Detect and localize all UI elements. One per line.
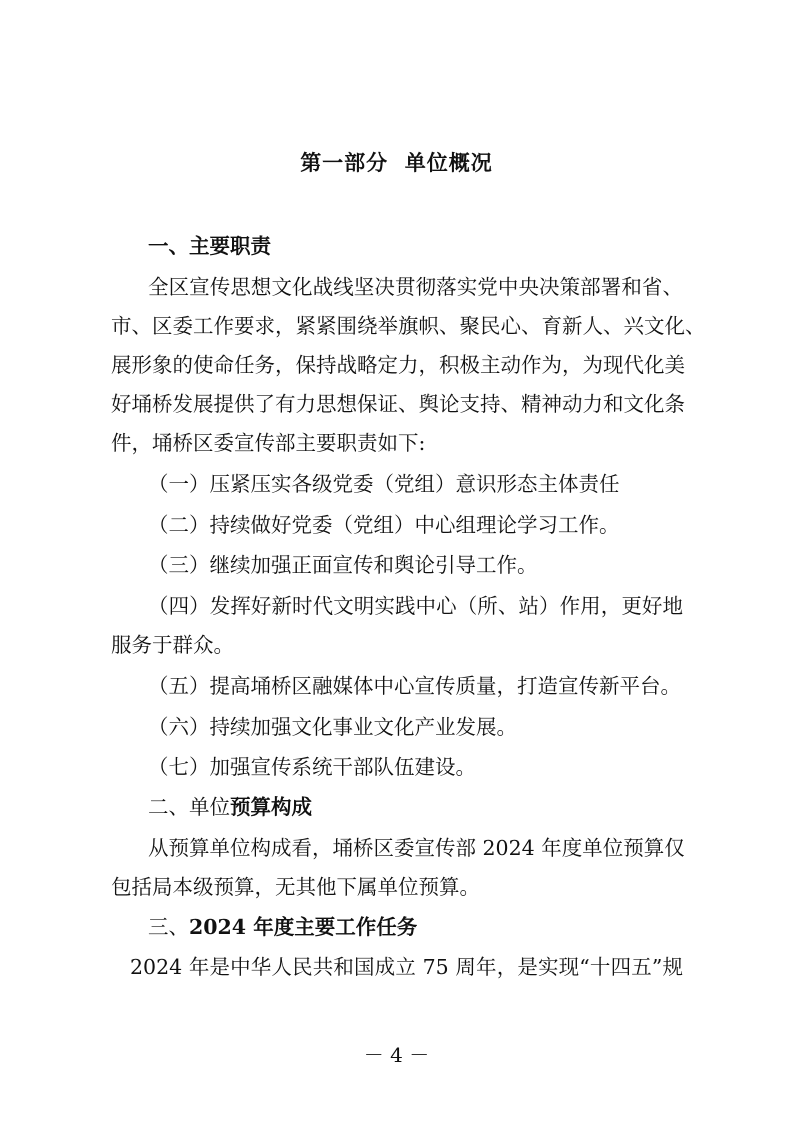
section-heading-budget-composition: [148, 792, 312, 822]
page-number: － 4 －: [363, 1043, 430, 1067]
duty-item: （七）加强宣传系统干部队伍建设。: [148, 755, 476, 779]
paragraph-line: 好埇桥发展提供了有力思想保证、舆论支持、精神动力和文化条: [111, 392, 685, 416]
paragraph-line: 全区宣传思想文化战线坚决贯彻落实党中央决策部署和省、: [148, 275, 683, 299]
page-title: 第一部分 单位概况: [300, 151, 493, 175]
duty-item: （四）发挥好新时代文明实践中心（所、站）作用，更好地: [148, 594, 683, 618]
paragraph-line: 展形象的使命任务，保持战略定力，积极主动作为，为现代化美: [111, 353, 685, 377]
duty-item: （二）持续做好党委（党组）中心组理论学习工作。: [148, 513, 620, 537]
duty-item: （五）提高埇桥区融媒体中心宣传质量，打造宣传新平台。: [148, 674, 681, 698]
heading-emphasis: 2024 年度主要工作任务: [189, 915, 418, 939]
duty-item: （一）压紧压实各级党委（党组）意识形态主体责任: [148, 472, 620, 496]
heading-emphasis: 预算构成: [230, 795, 312, 819]
duty-item-continued: 服务于群众。: [111, 633, 234, 657]
heading-prefix: 二、单位: [148, 795, 230, 819]
paragraph-line: 件，埇桥区委宣传部主要职责如下:: [111, 431, 426, 455]
paragraph-line: 2024 年是中华人民共和国成立 75 周年，是实现“十四五”规: [130, 955, 683, 979]
duty-item: （三）继续加强正面宣传和舆论引导工作。: [148, 553, 538, 577]
section-heading-duties: 一、主要职责: [148, 234, 271, 258]
section-heading-main-tasks: [148, 912, 417, 942]
paragraph-line: 包括局本级预算，无其他下属单位预算。: [111, 875, 480, 899]
paragraph-line: 从预算单位构成看，埇桥区委宣传部 2024 年度单位预算仅: [148, 836, 685, 860]
paragraph-line: 市、区委工作要求，紧紧围绕举旗帜、聚民心、育新人、兴文化、: [111, 314, 706, 338]
duty-item: （六）持续加强文化事业文化产业发展。: [148, 715, 517, 739]
heading-prefix: 三、: [148, 915, 189, 939]
